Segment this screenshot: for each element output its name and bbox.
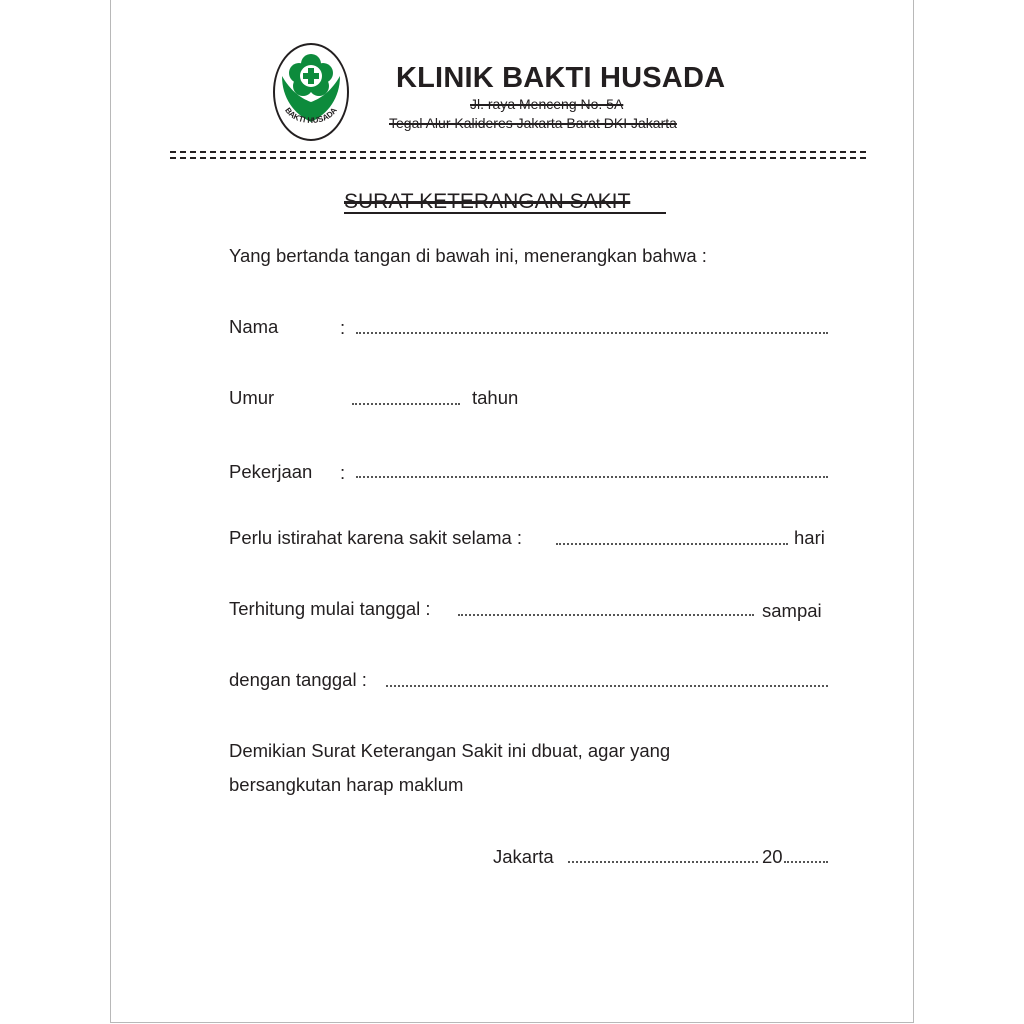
closing-line-1: Demikian Surat Keterangan Sakit ini dbuat, agar yang <box>229 740 671 761</box>
year-field[interactable] <box>784 861 828 863</box>
header-divider-bottom <box>170 157 866 159</box>
umur-unit: tahun <box>472 387 519 408</box>
istirahat-label: Perlu istirahat karena sakit selama : <box>229 527 523 548</box>
address-line-2: Tegal Alur Kalideres Jakarta Barat DKI Jakarta <box>389 115 677 131</box>
place-label: Jakarta <box>493 846 554 867</box>
year-prefix: 20 <box>762 846 783 867</box>
mulai-field[interactable] <box>458 614 754 616</box>
document-page <box>110 0 914 1023</box>
intro-text: Yang bertanda tangan di bawah ini, menerangkan bahwa : <box>229 245 707 266</box>
address-line-1: Jl. raya Menceng No. 5A <box>470 96 624 112</box>
date-field[interactable] <box>568 861 758 863</box>
umur-field[interactable] <box>352 403 460 405</box>
clinic-name: KLINIK BAKTI HUSADA <box>396 62 726 94</box>
pekerjaan-label: Pekerjaan <box>229 461 313 482</box>
pekerjaan-colon: : <box>340 462 346 483</box>
nama-label: Nama <box>229 316 279 337</box>
pekerjaan-field[interactable] <box>356 476 828 478</box>
nama-colon: : <box>340 317 346 338</box>
dengan-field[interactable] <box>386 685 828 687</box>
title-underline <box>344 212 666 214</box>
mulai-label: Terhitung mulai tanggal : <box>229 598 431 619</box>
document-title: SURAT KETERANGAN SAKIT <box>344 190 631 213</box>
closing-line-2: bersangkutan harap maklum <box>229 774 464 795</box>
dengan-label: dengan tanggal : <box>229 669 367 690</box>
logo-text: BAKTI HUSADA <box>283 105 339 126</box>
umur-label: Umur <box>229 387 275 408</box>
header-divider-top <box>170 151 866 153</box>
clinic-logo <box>272 42 350 142</box>
sampai-label: sampai <box>762 600 822 621</box>
istirahat-unit: hari <box>794 527 825 548</box>
nama-field[interactable] <box>356 332 828 334</box>
istirahat-field[interactable] <box>556 543 788 545</box>
